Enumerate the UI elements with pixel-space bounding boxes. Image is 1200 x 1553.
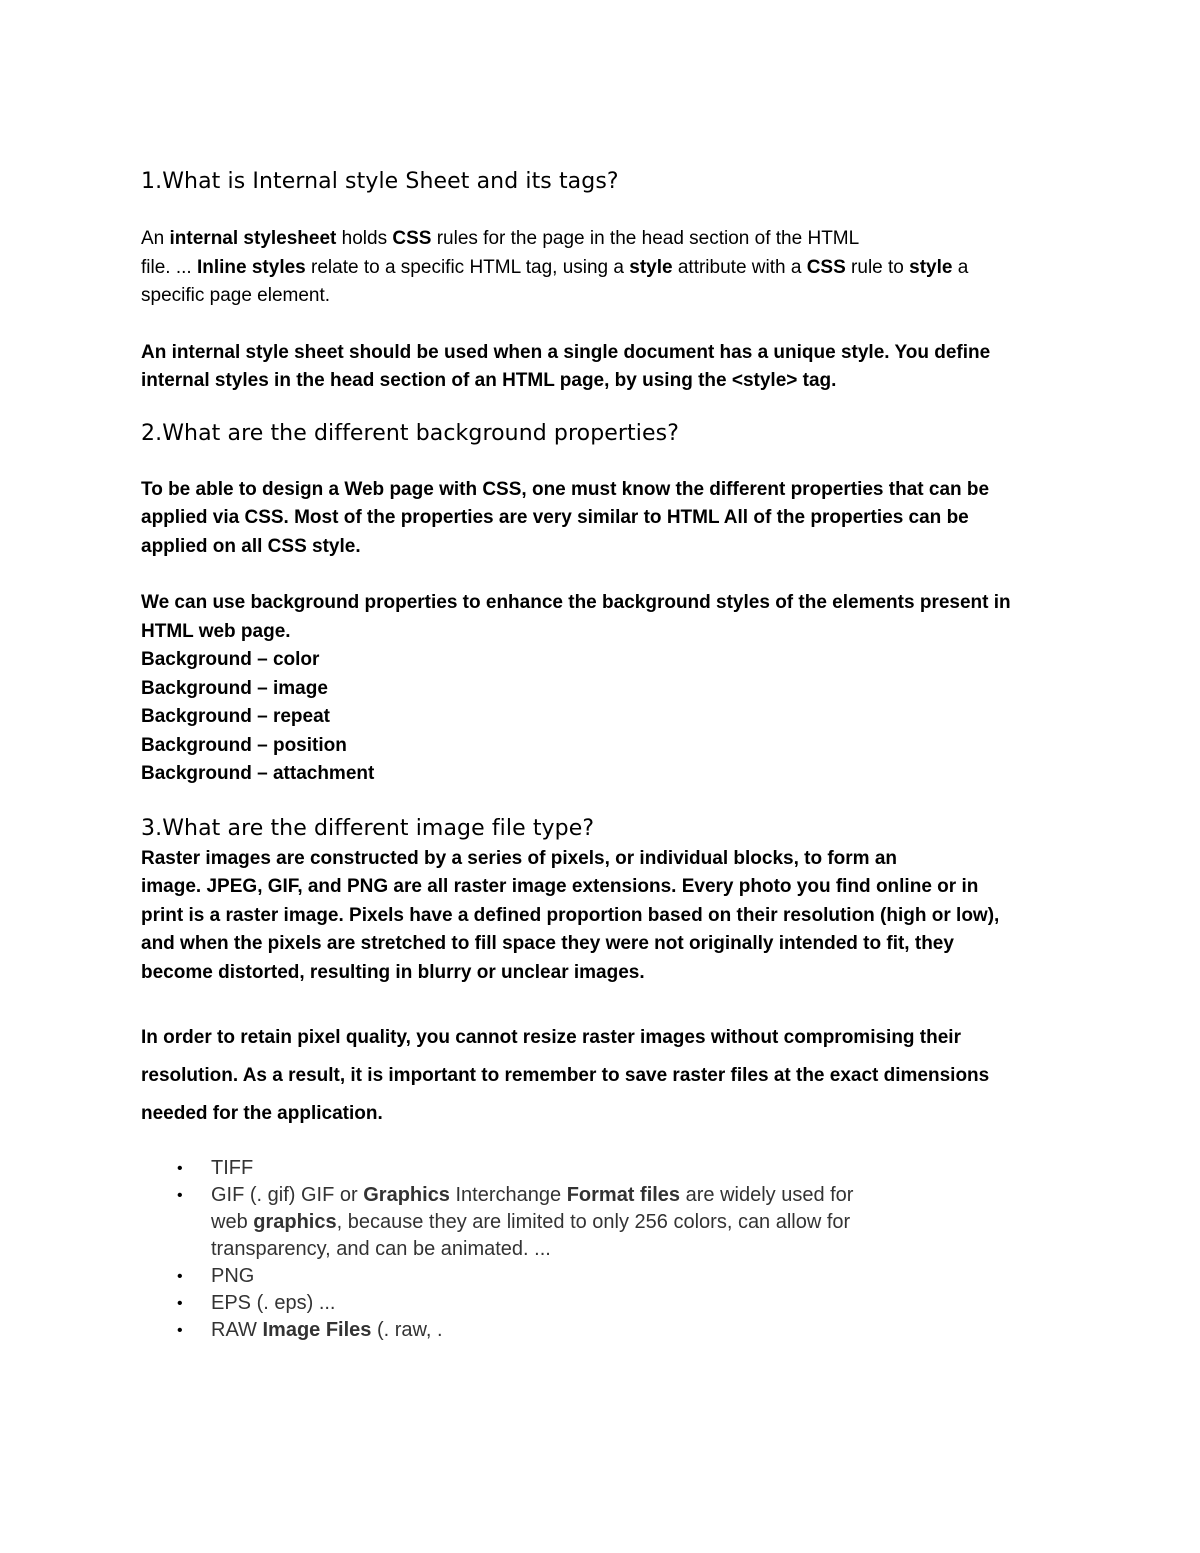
bold-term: graphics [253, 1211, 337, 1234]
image-file-types-list [141, 1155, 1076, 1344]
text-line: needed for the application. [141, 1103, 383, 1125]
text: rule to [845, 256, 910, 278]
list-item-gif [141, 1182, 1076, 1263]
text-line: HTML web page. [141, 620, 291, 642]
bullet-icon: • [177, 1295, 183, 1313]
text: RAW [211, 1319, 263, 1342]
text-line: become distorted, resulting in blurry or unclear images. [141, 961, 645, 983]
text: (. raw, . [371, 1319, 443, 1342]
text-line: We can use background properties to enhance the background styles of the elements present in [141, 592, 1011, 613]
text: JPEG [206, 876, 258, 898]
question-2-heading: 2.What are the different background properties? [141, 420, 679, 446]
list-item-png [141, 1263, 1076, 1290]
bold-term: Format files [566, 1184, 681, 1207]
text-line: applied on all CSS style. [141, 535, 361, 557]
document-body [141, 166, 1076, 1344]
text: GIF [267, 876, 298, 898]
text: GIF (. gif) GIF or [211, 1184, 364, 1207]
text: file. ... [141, 256, 197, 278]
text: image. [141, 876, 207, 898]
text: holds [336, 228, 393, 249]
list-item: Background – image [141, 677, 328, 699]
text-line: applied via CSS. Most of the properties are very similar to HTML All of the properties can be [141, 507, 969, 528]
list-item-text: TIFF [211, 1157, 254, 1180]
bold-term: Image Files [262, 1319, 372, 1342]
internal-stylesheet-paragraph [141, 225, 1076, 311]
text: are widely used for [680, 1184, 854, 1207]
text: transparency, and can be animated. ... [211, 1238, 551, 1261]
text: rules for the page in the head section of the HTML [431, 228, 860, 249]
text: specific page element. [141, 285, 331, 306]
text: , because they are limited to only 256 colors, can allow for [336, 1211, 851, 1234]
background-properties-list [141, 646, 1076, 789]
list-item-text: PNG [211, 1265, 255, 1288]
list-item: Background – repeat [141, 706, 330, 728]
question-1-heading: 1.What is Internal style Sheet and its tags? [141, 169, 619, 194]
list-item-tiff [141, 1155, 1076, 1182]
text-line: and when the pixels are stretched to fill space they were not originally intended to fit, they [141, 933, 954, 955]
text: Interchange [449, 1184, 567, 1207]
text: relate to a specific HTML tag, using a [305, 256, 630, 278]
bullet-icon: • [177, 1187, 183, 1205]
internal-style-usage-paragraph [141, 339, 1076, 396]
question-3-heading: 3.What are the different image file type? [141, 815, 595, 841]
bold-term: CSS [806, 256, 846, 278]
bullet-icon: • [177, 1160, 183, 1178]
text-line: An internal style sheet should be used when a single document has a unique style. You define [141, 341, 991, 363]
bold-term: style [629, 256, 673, 278]
bold-term: Graphics [363, 1184, 450, 1207]
text: PNG [346, 876, 389, 898]
text: are all raster image extensions. Every photo you find online or in [388, 876, 979, 898]
text-line: Raster images are constructed by a series of pixels, or individual blocks, to form an [141, 847, 898, 869]
css-properties-paragraph [141, 476, 1076, 562]
list-item: Background – attachment [141, 763, 375, 785]
text-line: To be able to design a Web page with CSS, one must know the different properties that can be [141, 478, 990, 500]
bold-term: CSS [392, 228, 432, 249]
list-item-raw [141, 1317, 1076, 1344]
list-item-eps [141, 1290, 1076, 1317]
bold-term: style [909, 256, 953, 278]
text-line: In order to retain pixel quality, you cannot resize raster images without compromising their [141, 1027, 961, 1049]
bold-term: Inline styles [196, 256, 306, 278]
list-item: Background – position [141, 734, 347, 756]
text: , and [297, 876, 347, 898]
text: web [211, 1211, 254, 1234]
text: An [141, 228, 170, 249]
text: , [257, 876, 268, 898]
text-line: resolution. As a result, it is important to remember to save raster files at the exact dimensions [141, 1065, 990, 1087]
bold-term: internal stylesheet [169, 228, 337, 249]
list-item-text: EPS (. eps) ... [211, 1292, 336, 1315]
raster-images-paragraph [141, 845, 1076, 988]
pixel-quality-paragraph [141, 1019, 1076, 1133]
text: a [952, 256, 969, 278]
bullet-icon: • [177, 1268, 183, 1286]
text: attribute with a [672, 256, 807, 278]
background-properties-paragraph [141, 589, 1076, 646]
bullet-icon: • [177, 1322, 183, 1340]
text-line: internal styles in the head section of an HTML page, by using the <style> tag. [141, 370, 837, 391]
list-item: Background – color [141, 649, 320, 670]
text-line: print is a raster image. Pixels have a defined proportion based on their resolution (high or low), [141, 904, 1000, 926]
